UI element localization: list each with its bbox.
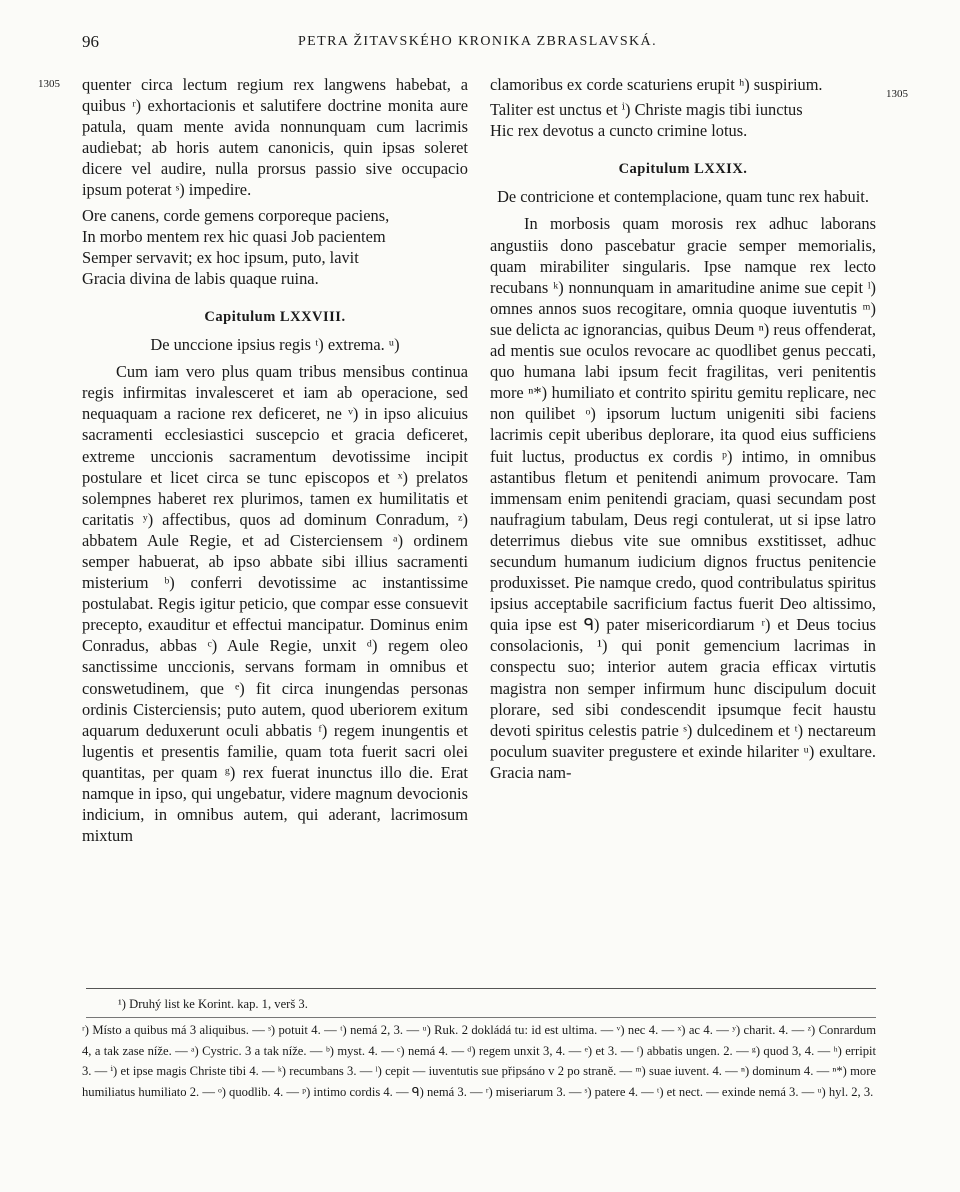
verse-block <box>490 99 876 141</box>
page-number: 96 <box>82 32 99 51</box>
page-header <box>0 32 960 54</box>
verse-line: Gracia divina de labis quaque ruina. <box>82 268 319 288</box>
chapter-title: Capitulum LXXVIII. <box>204 308 346 325</box>
paragraph: Cum iam vero plus quam tribus mensibus continua regis infirmitas invalesceret et iam ab operacione, sed nequaquam a racione rex deficeret, ne ᵛ) in ipso alicuius sacramenti ecclesiastici suscepcio et gracia deficeret, extreme unccionis sacramentum devotissime incipit postulare et licet circa se tunc episcopos et ˣ) prelatos solempnes haberet rex plurimos, tamen ex humilitatis et caritatis ʸ) affectibus, quos ad dominum Conradum, ᶻ) abbatem Aule Regie, et ad Cisterciensem ᵃ) ordinem semper habuerat, ab ipso abbate sibi illius sacramenti misterium ᵇ) conferri devotissime ac instantissime postulabat. Regis igitur peticio, que compar esse consuevit precepto, exauditur et effectui mancipatur. Dominus enim Conradus, abbas ᶜ) Aule Regie, unxit ᵈ) regem oleo sanctissime unccionis, servans formam in omnibus et conswetudinem, que ᵉ) fit circa inungendas personas ordinis Cisterciensis; puto autem, quod uberiorem exitum aquarum deduxerunt oculi abbatis ᶠ) regem inungentis et lugentis et presentis familie, quam tota fuerit sacri olei quantitas, per quam ᵍ) rex fuerat inunctus illo die. Erat namque in ipso, qui ungebatur, videre magnum devocionis indicium, in omnibus autem, qui aderant, lacrimosum mixtum <box>82 362 468 846</box>
paragraph: In morbosis quam morosis rex adhuc laborans angustiis dono pascebatur gracie semper memorialis, quam mirabiliter singularis. Ipse namque rex lecto recubans ᵏ) nonnunquam in amaritudine anime sue cepit ˡ) omnes annos suos recogitare, omnia quoque iuventutis ᵐ) sue delicta ac ignorancias, quibus Deum ⁿ) reus offenderat, ad mentis sue oculos revocare ac quodlibet genus peccati, quo humana labi ipsum fecit fragilitas, veri penitentis more ⁿ*) humiliato et contrito spiritu gemitu replicare, nec non quilibet ᵒ) ipsorum luctum unigeniti sibi faciens lacrimis cepit uberibus deplorare, ita quod eius sufficiens fuit luctus, productus ex cordis ᵖ) intimo, in omnibus astantibus fletum et penitendi animum provocare. Tam immensam enim penitendi graciam, quasi secundam post naufragium tabulam, Deus regi contulerat, ut si ipse latro deterrimus diebus vite sue omnibus exstitisset, adhuc secundum humanum iudicium dignos fructus penitencie produxisset. Pie namque credo, quod contribulatus spiritus ipsius acceptabile sacrificium factus fuerit Deo altissimo, quia ipse est ᑫ) pater misericordiarum ʳ) et Deus tocius consolacionis, ¹) qui ponit gemencium lacrimas in conspectu suo; interior autem gracia efficax virtutis magistra non semper infirmum hunc discipulum docuit plorare, sed sibi condescendit ipsumque fecit haustu devoti spiritus celestis patrie ˢ) dulcedinem et ᵗ) nectareum poculum suaviter pregustere et exinde hilariter ᵘ) exultare. Gracia nam- <box>490 214 876 782</box>
verse-line: Hic rex devotus a cuncto crimine lotus. <box>490 121 748 141</box>
chapter-subtitle: De unccione ipsius regis ᵗ) extrema. ᵘ) <box>150 335 400 355</box>
footnote: ¹) Druhý list ke Korint. kap. 1, verš 3. <box>118 997 308 1011</box>
margin-year-right: 1305 <box>886 88 908 100</box>
running-title: PETRA ŽITAVSKÉHO KRONIKA ZBRASLAVSKÁ. <box>298 34 657 49</box>
footnote: ʳ) Místo a quibus má 3 aliquibus. — ˢ) potuit 4. — ᵗ) nemá 2, 3. — ᵘ) Ruk. 2 dokládá tu: id est ultima. — ᵛ) nec 4. — ˣ) ac 4. — ʸ) charit. 4. — ᶻ) Conrardum 4, a tak zase níže. — ᵃ) Cystric. 3 a tak níže. — ᵇ) myst. 4. — ᶜ) nemá 4. — ᵈ) regem unxit 3, 4. — ᵉ) et 3. — ᶠ) abbatis ungen. 2. — ᵍ) quod 3, 4. — ʰ) erripit 3. — ⁱ) et ipse magis Christe tibi 4. — ᵏ) recumbans 3. — ˡ) cepit — iuventutis sue připsáno v 2 po straně. — ᵐ) suae iuvent. 4. — ⁿ) dominum 4. — ⁿ*) more humiliatus humiliato 2. — ᵒ) quodlib. 4. — ᵖ) intimo cordis 4. — ᑫ) nemá 3. — ʳ) miseriarum 3. — ˢ) patere 4. — ᵗ) et nect. — exinde nemá 3. — ᵘ) hyl. 2, 3. <box>82 1022 876 1100</box>
paragraph: clamoribus ex corde scaturiens erupit ʰ) suspirium. <box>490 75 823 94</box>
chapter-title: Capitulum LXXIX. <box>618 161 748 178</box>
footnote-divider <box>86 1017 876 1018</box>
footnote-divider <box>86 988 876 989</box>
verse-line: Taliter est unctus et ⁱ) Christe magis tibi iunctus <box>490 100 803 120</box>
right-column <box>490 74 876 783</box>
chapter-subtitle: De contricione et contemplacione, quam tunc rex habuit. <box>497 187 869 207</box>
verse-line: Ore canens, corde gemens corporeque paciens, <box>82 205 390 225</box>
verse-line: Semper servavit; ex hoc ipsum, puto, lavit <box>82 247 359 267</box>
paragraph: quenter circa lectum regium rex langwens habebat, a quibus ʳ) exhortacionis et salutifere doctrine monita aure patula, quam mente avida nonnunquam cum lacrimis audiebat; ab horis autem canonicis, quin ipsas soleret dicere vel audire, nulla prorsus passio sive occupacio ipsum poterat ˢ) impedire. <box>82 75 468 200</box>
footnotes <box>82 994 876 1103</box>
verse-block <box>82 205 468 289</box>
verse-line: In morbo mentem rex hic quasi Job pacientem <box>82 226 386 246</box>
margin-year-left: 1305 <box>38 78 60 90</box>
left-column <box>82 74 468 846</box>
